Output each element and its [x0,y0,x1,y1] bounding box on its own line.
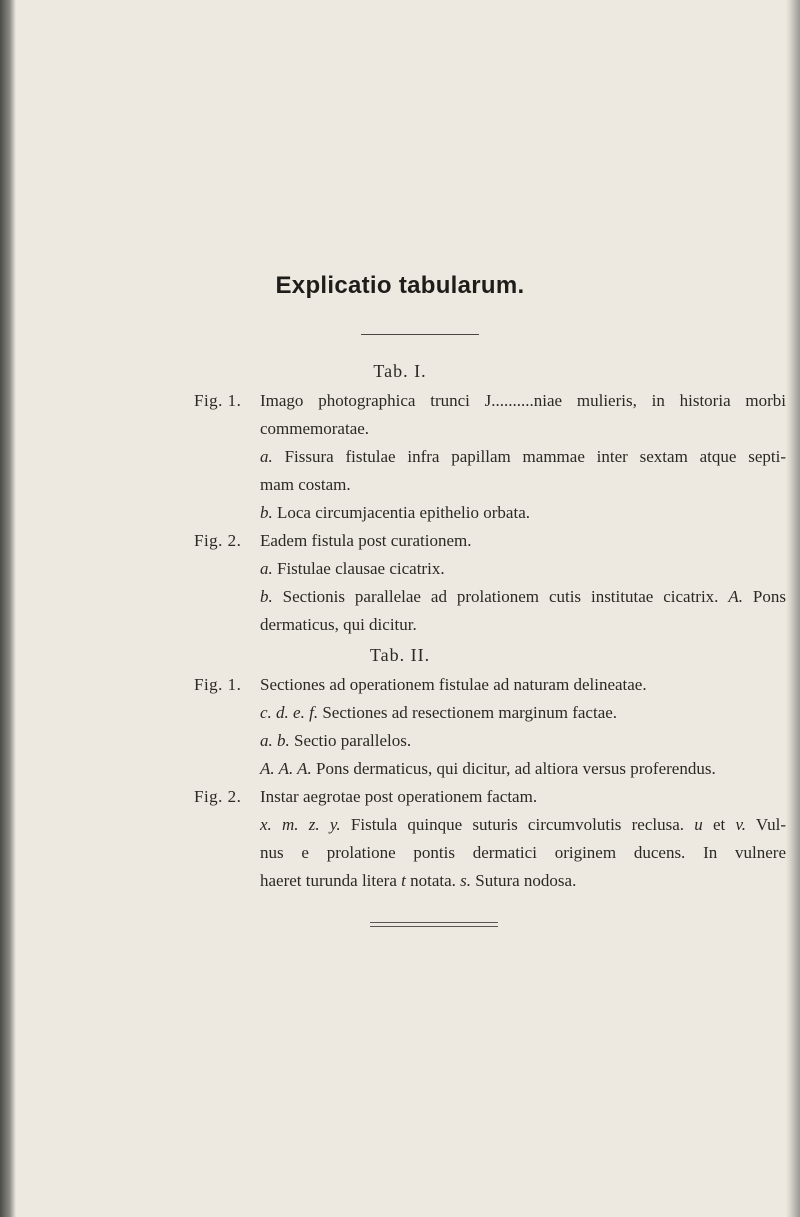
item-b-text: Loca circumjacentia epithelio orbata. [277,503,530,522]
line4-mid: notata. [410,871,456,890]
tab2-fig1-item-ab [260,730,411,752]
tab-1-heading: Tab. I. [373,361,427,381]
letter-a: a. [260,447,273,466]
item-a-text: Fistulae clausae cicatrix. [277,559,445,578]
letter-b: b. [260,587,273,606]
tab2-fig2-label: Fig. 2. [194,787,242,806]
line4-end: Sutura nodosa. [475,871,577,890]
letter-v: v. [735,815,746,834]
page-binding-shadow [0,0,16,1217]
line4-text: haeret turunda litera [260,871,397,890]
tab1-fig1-item-a-line1 [260,446,786,468]
title-divider [361,334,479,335]
tab2-fig2-line4 [260,870,576,892]
tab1-fig1-text-line2: commemoratae. [260,419,370,438]
item-cdef-text: Sectiones ad resectionem marginum factae. [322,703,618,722]
letter-u: u [694,815,703,834]
letters-ab: a. b. [260,731,290,750]
item-b-text: Sectionis parallelae ad prolationem cutis institutae cicatrix. [282,587,719,606]
letter-s: s. [460,871,472,890]
item-b-text-end: Pons [752,587,786,606]
tab1-fig2-item-a [260,558,445,580]
letters-xmzy: x. m. z. y. [260,815,341,834]
item-AAA-text: Pons dermaticus, qui dicitur, ad altiora versus proferendus. [316,759,716,778]
letter-A: A. [728,587,743,606]
tab1-fig2-item-b-line2: dermaticus, qui dicitur. [260,615,417,634]
tab2-fig1-label: Fig. 1. [194,675,242,694]
letter-t: t [401,871,406,890]
tab1-fig1-label: Fig. 1. [194,391,242,410]
tab1-fig2-label: Fig. 2. [194,531,242,550]
letter-b: b. [260,503,273,522]
word-et: et [712,815,726,834]
tab2-fig2-line2 [260,814,786,836]
letter-a: a. [260,559,273,578]
page-title: Explicatio tabularum. [275,272,525,299]
line2-text: Fistula quinque suturis circumvolutis reclusa. [350,815,685,834]
tab1-fig1-text-line1: Imago photographica trunci J..........niae mulieris, in historia morbi [260,391,786,410]
letters-AAA: A. A. A. [260,759,312,778]
letters-cdef: c. d. e. f. [260,703,319,722]
tab2-fig1-item-AAA [260,758,716,780]
line2-end: Vul- [755,815,787,834]
tab2-fig1-text: Sectiones ad operationem fistulae ad naturam delineatae. [260,675,647,694]
closing-double-rule [370,922,498,927]
tab2-fig2-line3: nus e prolatione pontis dermatici originem ducens. In vulnere [260,843,786,862]
tab1-fig2-text: Eadem fistula post curationem. [260,531,472,550]
tab2-fig2-text: Instar aegrotae post operationem factam. [260,787,538,806]
tab1-fig1-item-a-line2: mam costam. [260,475,351,494]
tab1-fig2-item-b-line1 [260,586,786,608]
tab1-fig1-item-b [260,502,530,524]
tab-2-heading: Tab. II. [369,645,431,665]
item-ab-text: Sectio parallelos. [294,731,412,750]
item-a-text: Fissura fistulae infra papillam mammae inter sextam atque septi- [284,447,787,466]
tab2-fig1-item-cdef [260,702,617,724]
page-edge-shadow [786,0,800,1217]
